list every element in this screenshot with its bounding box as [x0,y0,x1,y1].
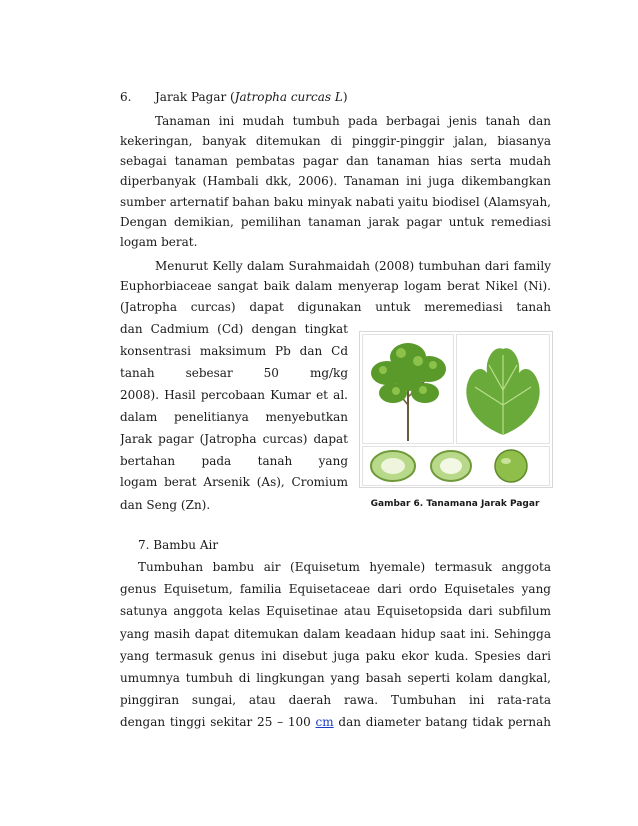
jatropha-plant-photo [362,334,454,444]
paragraph-line: dan Seng (Zn). [120,498,211,512]
paragraph-line: Jarak pagar (Jatropha curcas) dapat [120,432,348,446]
paragraph-line: yang masih dapat ditemukan dalam keadaan hidup saat ini. Sehingga [120,627,551,641]
paragraph-line: kekeringan, banyak ditemukan di pinggir-pinggir jalan, biasanya [120,134,551,148]
paragraph-line: dalam penelitianya menyebutkan [120,410,348,424]
paragraph-line: (Jatropha curcas) dapat digunakan untuk meremediasi tanah [120,300,551,314]
figure-caption: Gambar 6. Tanamana Jarak Pagar [370,499,540,509]
paragraph-line: umumnya tumbuh di lingkungan yang basah seperti kolam dangkal, [120,671,551,685]
line-text-before: dengan tinggi sekitar 25 – 100 [120,715,316,729]
line-text-after: dan diameter batang tidak pernah [338,715,551,729]
figure-jatropha [359,331,553,488]
paragraph-line: logam berat. [120,235,198,249]
paragraph-line: bertahan pada tanah yang [120,454,348,468]
section-title-prefix: Jarak Pagar ( [155,90,235,104]
jatropha-fruit-photo [362,446,550,486]
paragraph-line: konsentrasi maksimum Pb dan Cd [120,344,348,358]
paragraph-line: sebagai tanaman pembatas pagar dan tanaman hias serta mudah [120,154,551,168]
paragraph-line: Menurut Kelly dalam Surahmaidah (2008) tumbuhan dari family [155,259,551,273]
paragraph-line: dan Cadmium (Cd) dengan tingkat [120,322,348,336]
jatropha-leaf-photo [456,334,550,444]
paragraph-line: Tanaman ini mudah tumbuh pada berbagai jenis tanah dan [155,114,551,128]
paragraph-line: genus Equisetum, familia Equisetaceae dari ordo Equisetales yang [120,582,551,596]
paragraph-line: logam berat Arsenik (As), Cromium [120,475,348,489]
paragraph-line: Euphorbiaceae sangat baik dalam menyerap logam berat Nikel (Ni). [120,279,551,293]
paragraph-line: diperbanyak (Hambali dkk, 2006). Tanaman ini juga dikembangkan [120,174,551,188]
paragraph-line: sumber arternatif bahan baku minyak nabati yaitu biodisel (Alamsyah, [120,195,551,209]
section-title [155,90,348,104]
section-number: 6. [120,90,132,104]
paragraph-line: satunya anggota kelas Equisetinae atau Equisetopsida dari subfilum [120,604,551,618]
paragraph-line: Tumbuhan bambu air (Equisetum hyemale) termasuk anggota [138,560,551,574]
paragraph-line [120,715,551,730]
cm-link[interactable]: cm [315,715,334,729]
paragraph-line: yang termasuk genus ini disebut juga paku ekor kuda. Spesies dari [120,649,551,663]
paragraph-line: 2008). Hasil percobaan Kumar et al. [120,388,348,402]
section-title-italic: Jatropha curcas L [234,90,343,104]
paragraph-line: tanah sebesar 50 mg/kg [120,366,348,380]
paragraph-line: Dengan demikian, pemilihan tanaman jarak pagar untuk remediasi [120,215,551,229]
paragraph-line: pinggiran sungai, atau daerah rawa. Tumbuhan ini rata-rata [120,693,551,707]
section-heading: 7. Bambu Air [138,538,219,552]
section-title-suffix: ) [342,90,348,104]
